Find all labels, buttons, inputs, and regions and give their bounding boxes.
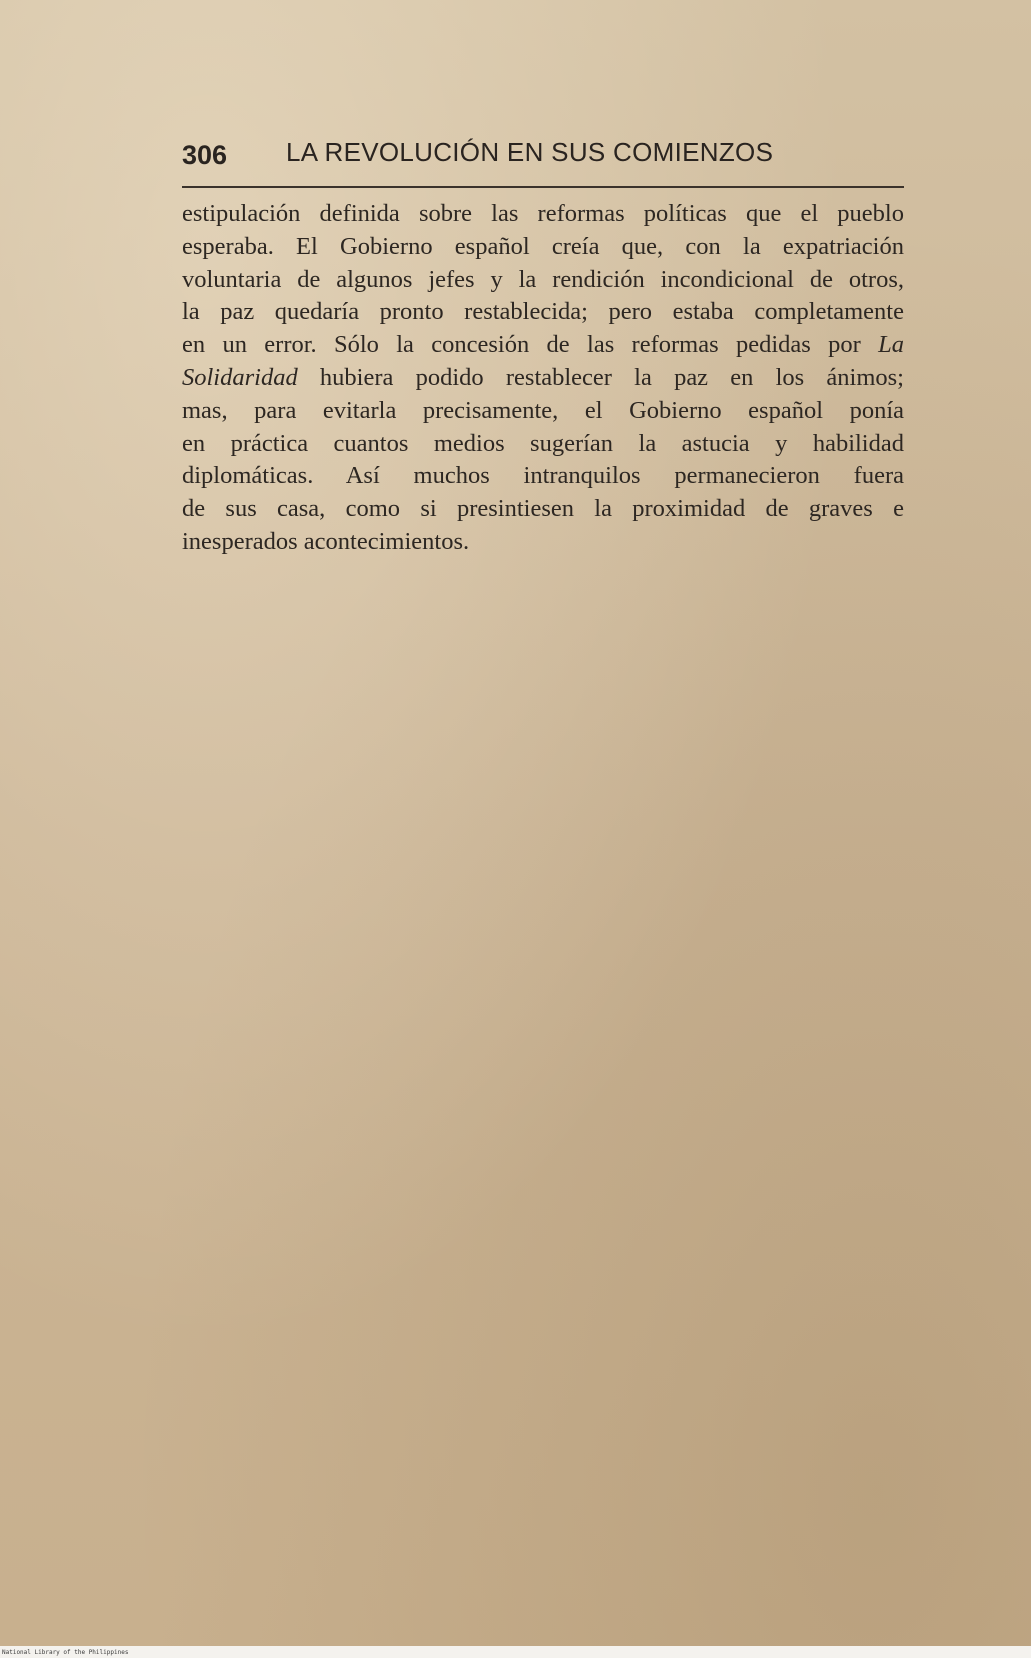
text-line: diplomáticas. Así muchos intranquilos permanecieron fuera xyxy=(182,462,904,490)
text-line: de sus casa, como si presintiesen la proximidad de graves e xyxy=(182,495,904,523)
text-line: en práctica cuantos medios sugerían la astucia y habilidad xyxy=(182,429,904,457)
text-line: mas, para evitarla precisamente, el Gobierno español ponía xyxy=(182,396,904,424)
text-line: esperaba. El Gobierno español creía que, con la expatriación xyxy=(182,232,904,260)
text-line: en un error. Sólo la concesión de las reformas pedidas por La xyxy=(182,331,904,359)
scan-credit: National Library of the Philippines xyxy=(2,1649,129,1656)
body-paragraph xyxy=(182,198,904,559)
text-line: la paz quedaría pronto restablecida; pero estaba completamente xyxy=(182,298,904,326)
scan-footer-strip xyxy=(0,1646,1031,1658)
text-line: inesperados acontecimientos. xyxy=(182,527,470,555)
text-line: Solidaridad hubiera podido restablecer la paz en los ánimos; xyxy=(182,363,904,391)
header-rule xyxy=(182,186,904,188)
page-number: 306 xyxy=(182,140,228,170)
italic-title: La xyxy=(878,331,904,359)
text-line: estipulación definida sobre las reformas políticas que el pueblo xyxy=(182,200,904,227)
running-head xyxy=(182,134,902,174)
text-line: voluntaria de algunos jefes y la rendición incondicional de otros, xyxy=(182,265,904,293)
running-title: LA REVOLUCIÓN EN SUS COMIENZOS xyxy=(286,137,774,167)
italic-title: Solidaridad xyxy=(182,363,298,391)
